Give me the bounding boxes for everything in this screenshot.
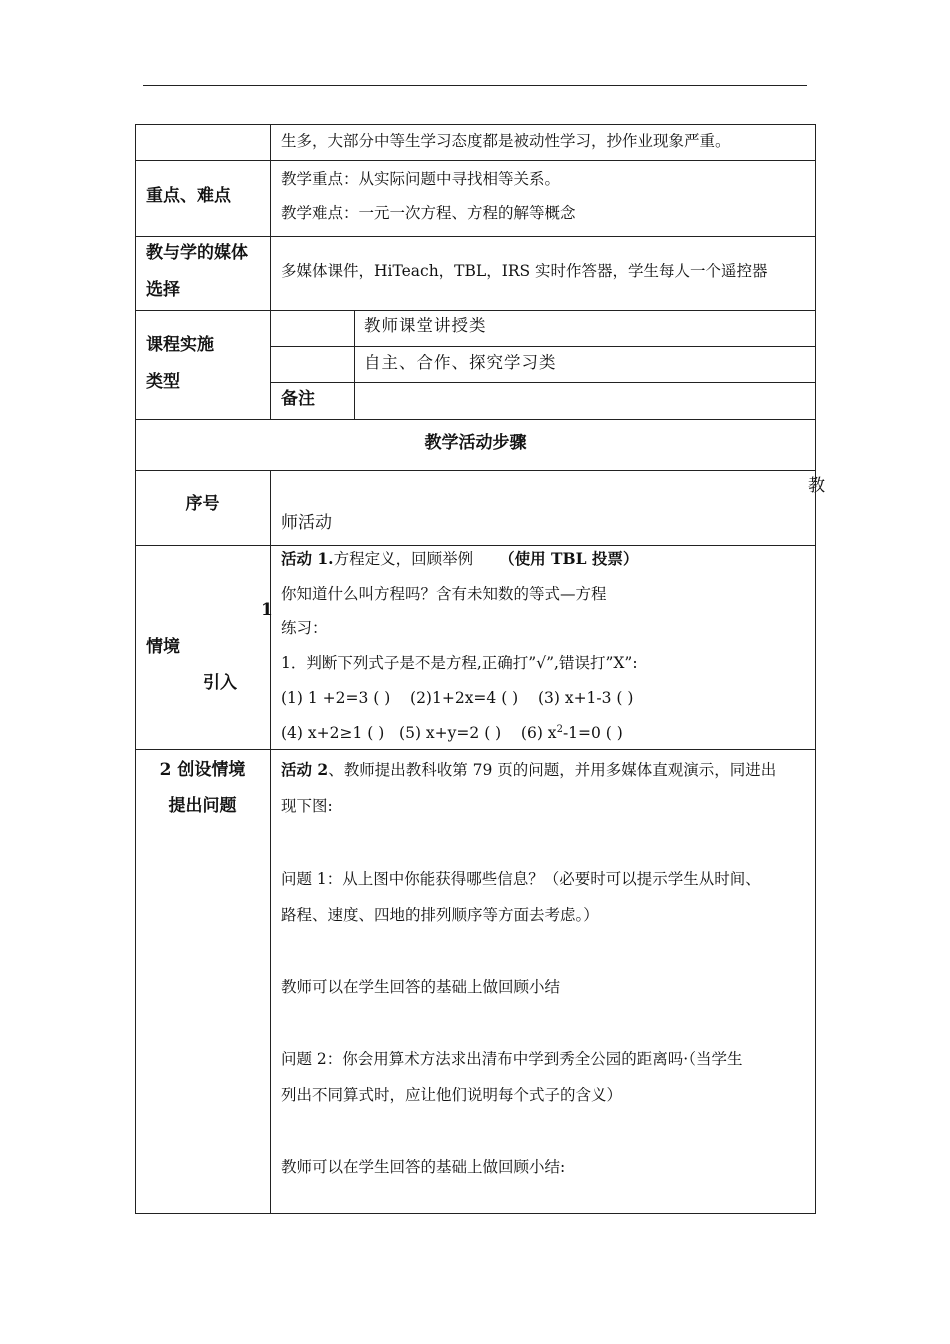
focus-label: 重点、难点 (146, 186, 231, 206)
step2-label-line2: 提出问题 (168, 796, 237, 816)
step1-label-line2: 引入 (203, 673, 237, 693)
step1-exercise-instruction: 1．判断下列式子是不是方程,正确打”√”,错误打”X”: (281, 654, 638, 672)
step1-title-note: （使用 TBL 投票） (499, 549, 639, 568)
step2-question1-line2: 路程、速度、四地的排列顺序等方面去考虑。） (281, 906, 599, 924)
step2-summary2: 教师可以在学生回答的基础上做回顾小结: (281, 1158, 566, 1176)
course-type-label-line1: 课程实施 (146, 335, 214, 355)
step2-question1-line1: 问题 1：从上图中你能获得哪些信息？（必要时可以提示学生从时间、 (281, 870, 761, 888)
media-label-line1: 教与学的媒体 (146, 243, 248, 263)
step1-exercise-label: 练习： (281, 619, 328, 637)
step1-title: 活动 1. (281, 549, 334, 568)
header-rule (143, 85, 807, 86)
step1-label-line1: 情境 (146, 637, 180, 657)
step1-number: 1 (261, 600, 273, 620)
course-type-option-inquiry: 自主、合作、探究学习类 (364, 353, 557, 372)
step1-exercise-row2-a: (4) x+2≥1 ( ) (5) x+y=2 ( ) (6) x (281, 724, 557, 742)
remark-label: 备注 (281, 389, 315, 409)
step1-exercise-row1: (1) 1 +2=3 ( ) (2)1+2x=4 ( ) (3) x+1-3 ( ) (281, 689, 634, 707)
header-sequence: 序号 (185, 494, 220, 514)
step1-title-row (281, 549, 638, 569)
step2-figure-note: 现下图: (281, 797, 333, 815)
step2-label-line1: 2 创设情境 (159, 760, 246, 780)
step1-exercise-row2 (281, 723, 623, 743)
media-value: 多媒体课件，HiTeach，TBL，IRS 实时作答器，学生每人一个遥控器 (281, 262, 768, 280)
continuation-text: 生多，大部分中等生学习态度都是被动性学习，抄作业现象严重。 (281, 132, 731, 150)
step2-title-row (281, 760, 776, 780)
header-teacher-part2: 师活动 (281, 513, 332, 533)
step2-question2-line2: 列出不同算式时，应让他们说明每个式子的含义） (281, 1086, 623, 1104)
course-type-label-line2: 类型 (146, 372, 180, 392)
focus-difficulty: 教学难点：一元一次方程、方程的解等概念 (281, 204, 576, 222)
header-teacher-part1: 教 (808, 476, 825, 496)
course-type-option-lecture: 教师课堂讲授类 (364, 316, 487, 335)
step2-summary1: 教师可以在学生回答的基础上做回顾小结 (281, 978, 561, 996)
step2-title: 活动 2 (281, 760, 329, 779)
steps-heading: 教学活动步骤 (424, 433, 527, 453)
step2-question2-line1: 问题 2：你会用算术方法求出清布中学到秀全公园的距离吗·（当学生 (281, 1050, 743, 1068)
step1-title-rest: 方程定义，回顾举例 (333, 550, 474, 568)
media-label-line2: 选择 (146, 280, 180, 300)
step1-question: 你知道什么叫方程吗？含有未知数的等式—方程 (281, 585, 607, 603)
focus-key-point: 教学重点：从实际问题中寻找相等关系。 (281, 170, 561, 188)
step1-exercise-row2-b: -1=0 ( ) (562, 724, 623, 742)
step2-title-rest: 、教师提出教科收第 79 页的问题，并用多媒体直观演示，同进出 (328, 761, 777, 779)
step1-exercise-exponent: 2 (556, 723, 563, 735)
